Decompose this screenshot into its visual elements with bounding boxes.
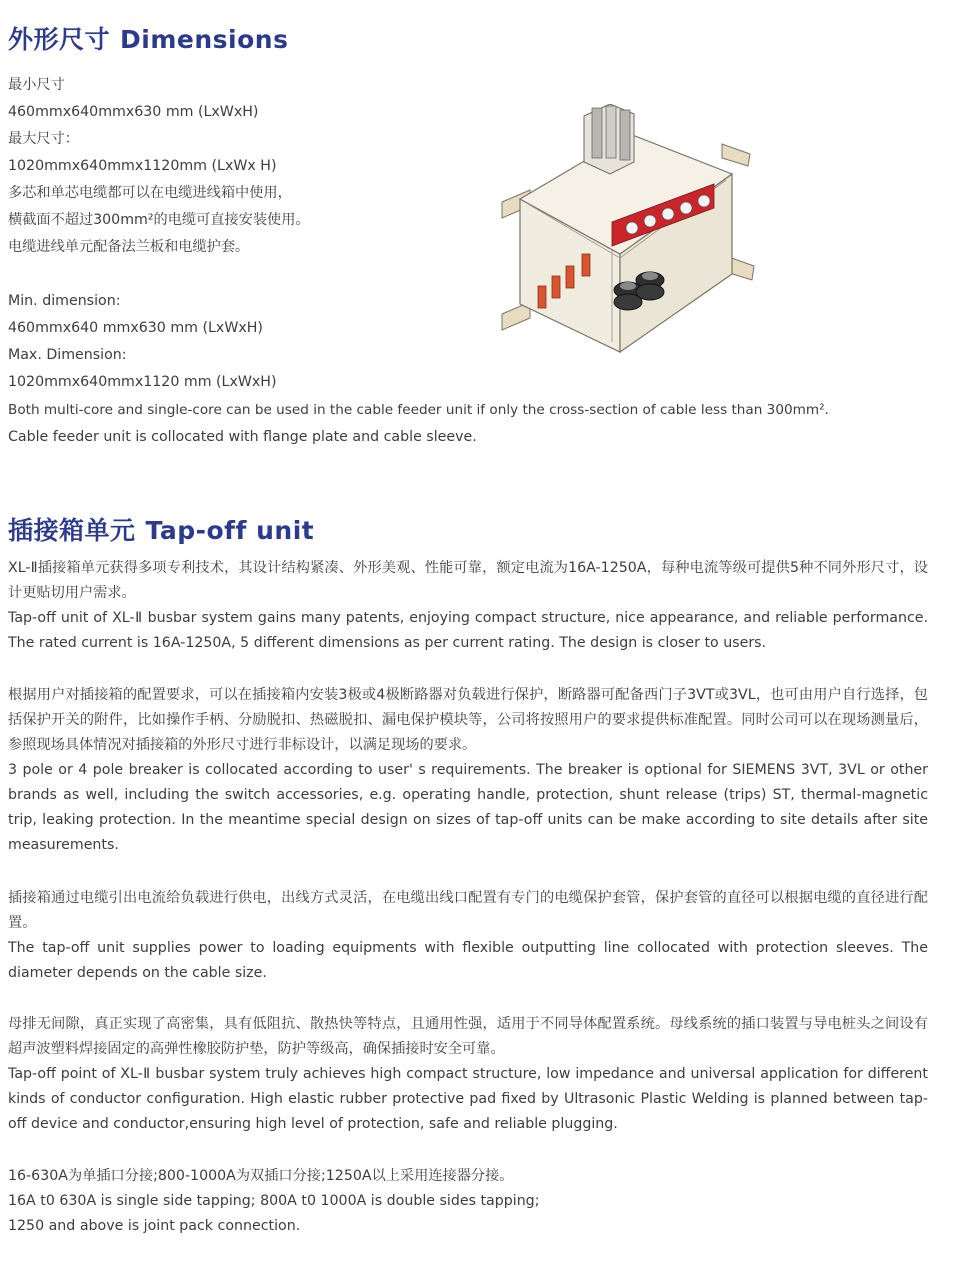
tapoff-title-zh: 插接箱单元 <box>8 516 136 545</box>
right-top-flange <box>722 144 750 166</box>
paragraph-zh: 根据用户对插接箱的配置要求，可以在插接箱内安装3极或4极断路器对负载进行保护，断路器可配备西门子3VT或3VL，也可由用户自行选择，包括保护开关的附件，比如操作手柄、分励脱扣、热磁脱扣、漏电保护模块等，公司将按照用户的要求提供标准配置。同时公司可以在现场测量后，参照现场具体情况对插接箱的外形尺寸进行非标设计，以满足现场的要求。 <box>8 687 928 753</box>
tapoff-paragraph-1 <box>8 556 928 656</box>
tapping-line: 16-630A为单插口分接;800-1000A为双插口分接;1250A以上采用连接器分接。 <box>8 1168 514 1184</box>
dim-zh-line: 电缆进线单元配备法兰板和电缆护套。 <box>8 239 250 255</box>
tapoff-paragraph-3 <box>8 886 928 986</box>
copper-bar <box>606 106 616 158</box>
dim-en-line: Min. dimension: <box>8 293 121 309</box>
cable-feeder-box-illustration <box>500 104 760 354</box>
dimensions-english-text <box>8 288 928 396</box>
tapoff-paragraph-5 <box>8 1164 928 1239</box>
sleeve-hole <box>698 195 710 207</box>
cable-coil-core <box>642 272 658 280</box>
dim-en-line: 1020mmx640mmx1120 mm (LxWxH) <box>8 374 277 390</box>
tapoff-paragraph-4 <box>8 1012 928 1137</box>
orange-terminal <box>566 266 574 288</box>
dimensions-heading <box>8 20 288 56</box>
sleeve-hole <box>662 208 674 220</box>
tapoff-heading <box>8 511 314 547</box>
paragraph-en: 3 pole or 4 pole breaker is collocated according to user' s requirements. The breaker is optional for SIEMENS 3VT, 3VL or other brands as well, including the switch accessories, e.g. operating handle, protection, shunt release (trips) ST, thermal-magnetic trip, leaking protection. In the meantime special design on sizes of tap-off units can be make according to site details after site measurements. <box>8 762 928 853</box>
paragraph-en: The tap-off unit supplies power to loading equipments with flexible outputting line collocated with protection sleeves. The diameter depends on the cable size. <box>8 940 928 981</box>
tapoff-title-en: Tap-off unit <box>145 516 315 545</box>
dim-en-note: Both multi-core and single-core can be used in the cable feeder unit if only the cross-section of cable less than 300mm². <box>8 402 829 418</box>
tapping-line: 1250 and above is joint pack connection. <box>8 1218 301 1234</box>
dimensions-title-en: Dimensions <box>120 25 289 54</box>
sleeve-hole <box>644 215 656 227</box>
paragraph-en: Tap-off unit of XL-Ⅱ busbar system gains many patents, enjoying compact structure, nice appearance, and reliable performance. The rated current is 16A-1250A, 5 different dimensions as per current rating. The design is closer to users. <box>8 610 928 651</box>
dim-zh-line: 1020mmx640mmx1120mm (LxWx H) <box>8 158 277 174</box>
dim-zh-line: 多芯和单芯电缆都可以在电缆进线箱中使用， <box>8 185 292 201</box>
dim-zh-line: 横截面不超过300mm²的电缆可直接安装使用。 <box>8 212 310 228</box>
dim-zh-line: 最小尺寸 <box>8 77 65 93</box>
paragraph-zh: 母排无间隙，真正实现了高密集，具有低阻抗、散热快等特点，且通用性强，适用于不同导体配置系统。母线系统的插口装置与导电桩头之间设有超声波塑料焊接固定的高弹性橡胶防护垫，防护等级高，确保插接时安全可靠。 <box>8 1016 928 1057</box>
orange-terminal <box>582 254 590 276</box>
paragraph-zh: 插接箱通过电缆引出电流给负载进行供电，出线方式灵活，在电缆出线口配置有专门的电缆保护套管，保护套管的直径可以根据电缆的直径进行配置。 <box>8 890 928 931</box>
paragraph-zh: XL-Ⅱ插接箱单元获得多项专利技术，其设计结构紧凑、外形美观、性能可靠，额定电流为16A-1250A，每种电流等级可提供5种不同外形尺寸，设计更贴切用户需求。 <box>8 560 928 601</box>
orange-terminal <box>538 286 546 308</box>
paragraph-en: Tap-off point of XL-Ⅱ busbar system truly achieves high compact structure, low impedance and universal application for different kinds of conductor configuration. High elastic rubber protective pad fixed by Ultrasonic Plastic Welding is planned between tap-off device and conductor,ensuring high level of protection, safe and reliable plugging. <box>8 1066 928 1132</box>
copper-bar <box>592 108 602 158</box>
dimensions-title-zh: 外形尺寸 <box>8 25 111 54</box>
dimensions-english-notes <box>8 397 928 451</box>
orange-terminal <box>552 276 560 298</box>
copper-bar <box>620 110 630 160</box>
dim-zh-line: 460mmx640mmx630 mm (LxWxH) <box>8 104 259 120</box>
dim-en-line: Max. Dimension: <box>8 347 127 363</box>
dim-zh-line: 最大尺寸： <box>8 131 79 147</box>
dim-en-note: Cable feeder unit is collocated with flange plate and cable sleeve. <box>8 429 477 445</box>
sleeve-hole <box>626 222 638 234</box>
sleeve-hole <box>680 202 692 214</box>
tapping-line: 16A t0 630A is single side tapping; 800A t0 1000A is double sides tapping; <box>8 1193 540 1209</box>
dimensions-chinese-text <box>8 72 928 261</box>
cable-coil <box>636 284 664 300</box>
dim-en-line: 460mmx640 mmx630 mm (LxWxH) <box>8 320 263 336</box>
cable-coil-core <box>620 282 636 290</box>
tapoff-paragraph-2 <box>8 683 928 858</box>
